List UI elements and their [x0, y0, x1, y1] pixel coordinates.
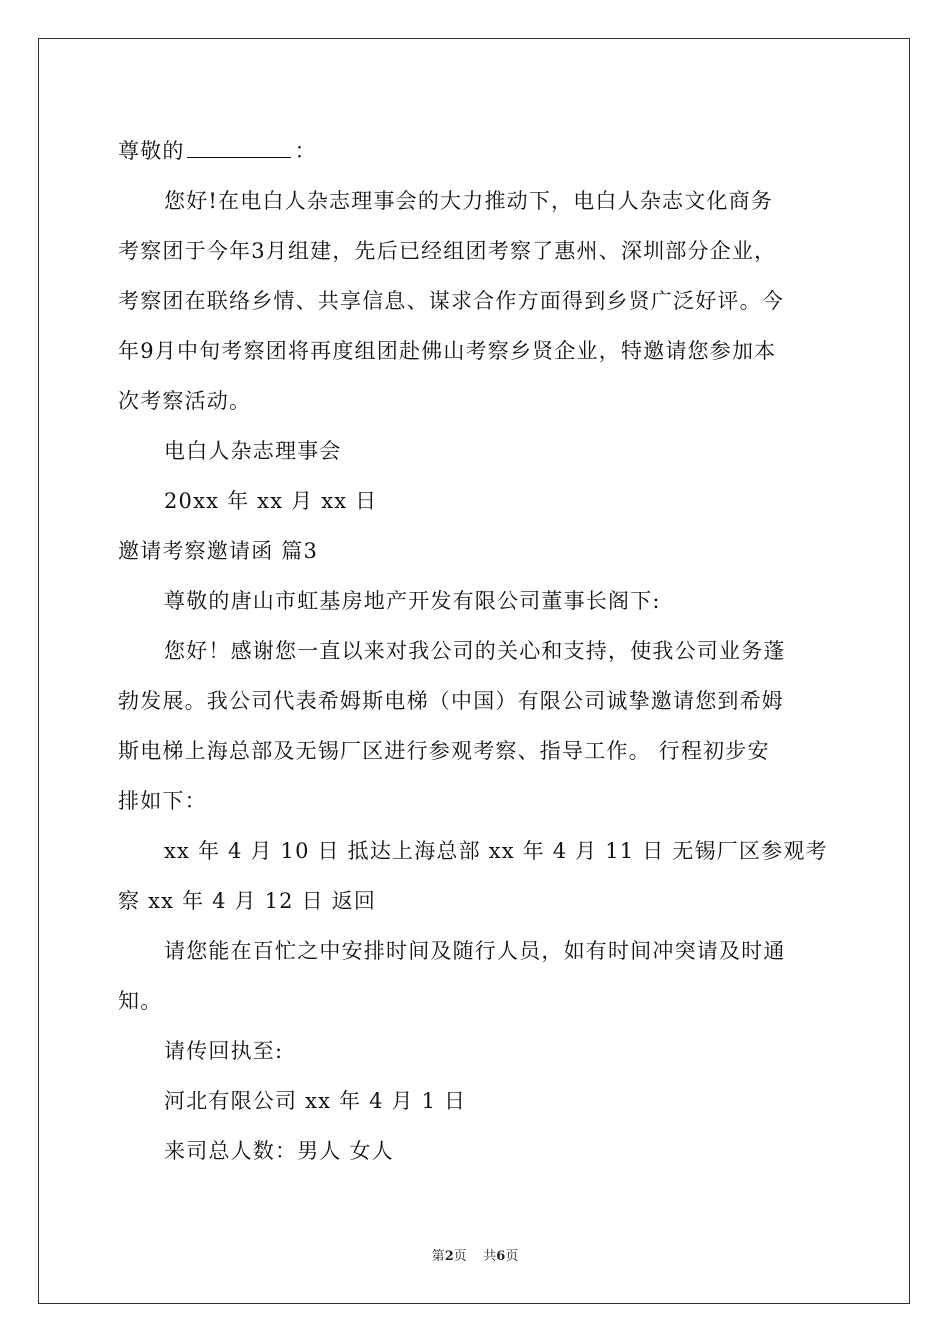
letter2-request-line: 知。 [118, 989, 163, 1013]
letter2-schedule-line: 察 xx 年 4 月 12 日 返回 [118, 889, 377, 913]
footer-page-suffix: 页 [505, 1249, 519, 1264]
footer-page-total: 6 [496, 1249, 506, 1264]
letter2-body-line: 勃发展。我公司代表希姆斯电梯（中国）有限公司诚挚邀请您到希姆 [118, 689, 784, 713]
letter1-body-line: 您好!在电白人杂志理事会的大力推动下，电白人杂志文化商务 [164, 189, 774, 213]
letter1-body-line: 次考察活动。 [118, 389, 252, 413]
page-footer [0, 1245, 950, 1264]
letter2-company-date: 河北有限公司 xx 年 4 月 1 日 [164, 1089, 467, 1113]
document-body [118, 126, 832, 1176]
footer-page-prefix: 第 [431, 1249, 445, 1264]
name-blank [187, 141, 291, 158]
letter2-body-line: 斯电梯上海总部及无锡厂区进行参观考察、指导工作。 行程初步安 [118, 739, 770, 763]
letter2-salutation: 尊敬的唐山市虹基房地产开发有限公司董事长阁下: [164, 589, 661, 613]
letter2-body-line: 排如下： [118, 789, 207, 813]
footer-page-mid: 页 共 [453, 1249, 497, 1264]
letter2-request-line: 请您能在百忙之中安排时间及随行人员，如有时间冲突请及时通 [164, 939, 786, 963]
letter2-attendees: 来司总人数：男人 女人 [164, 1139, 394, 1163]
letter1-body-line: 考察团于今年3月组建，先后已经组团考察了惠州、深圳部分企业， [118, 239, 777, 263]
salutation-suffix: ： [294, 139, 317, 163]
letter1-body-line: 考察团在联络乡情、共享信息、谋求合作方面得到乡贤广泛好评。今 [118, 289, 784, 313]
letter2-heading: 邀请考察邀请函 篇3 [118, 539, 319, 563]
letter1-salutation [118, 126, 832, 176]
letter1-signature: 电白人杂志理事会 [164, 439, 342, 463]
letter2-body-line: 您好！感谢您一直以来对我公司的关心和支持，使我公司业务蓬 [164, 639, 786, 663]
footer-page-current: 2 [444, 1249, 454, 1264]
letter1-date: 20xx 年 xx 月 xx 日 [164, 489, 378, 513]
salutation-prefix: 尊敬的 [118, 139, 185, 163]
letter2-schedule-line: xx 年 4 月 10 日 抵达上海总部 xx 年 4 月 11 日 无锡厂区参观考 [164, 839, 828, 863]
letter2-reply-label: 请传回执至: [164, 1039, 284, 1063]
letter1-body-line: 年9月中旬考察团将再度组团赴佛山考察乡贤企业，特邀请您参加本 [118, 339, 777, 363]
